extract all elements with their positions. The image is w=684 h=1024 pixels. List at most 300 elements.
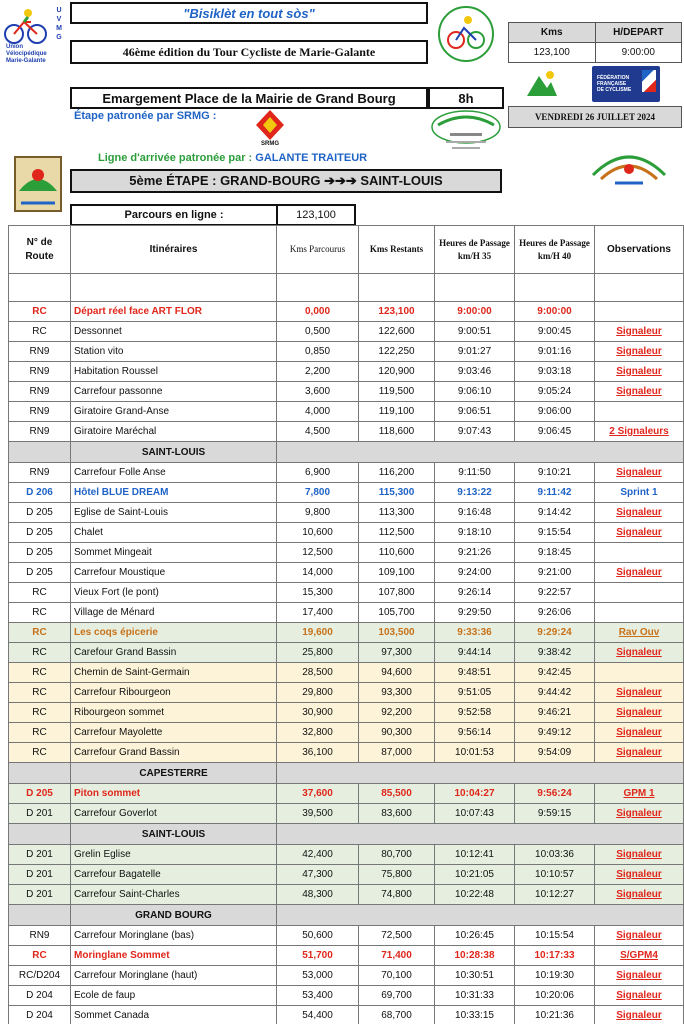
- kms-parcourus-cell: 12,500: [277, 543, 359, 563]
- kms-restants-cell: 69,700: [359, 986, 435, 1006]
- regional-logo: [8, 150, 68, 218]
- table-row: [9, 845, 684, 865]
- route-cell: D 206: [9, 483, 71, 503]
- passage-35-cell: 10:30:51: [435, 966, 515, 986]
- observation-cell: Signaleur: [595, 703, 684, 723]
- table-row: [9, 885, 684, 905]
- observation-cell: Signaleur: [595, 643, 684, 663]
- passage-40-cell: 9:44:42: [515, 683, 595, 703]
- passage-40-cell: 9:00:45: [515, 322, 595, 342]
- passage-40-cell: 9:10:21: [515, 463, 595, 483]
- passage-40-cell: 9:01:16: [515, 342, 595, 362]
- kms-parcourus-cell: 2,200: [277, 362, 359, 382]
- passage-40-cell: 9:22:57: [515, 583, 595, 603]
- kms-restants-cell: 92,200: [359, 703, 435, 723]
- section-name: SAINT-LOUIS: [71, 824, 277, 845]
- table-row: [9, 865, 684, 885]
- kms-restants-cell: 115,300: [359, 483, 435, 503]
- kms-restants-cell: 75,800: [359, 865, 435, 885]
- observation-cell: Rav Ouv: [595, 623, 684, 643]
- observation-cell: [595, 603, 684, 623]
- kms-restants-cell: 83,600: [359, 804, 435, 824]
- kms-restants-cell: 119,500: [359, 382, 435, 402]
- passage-40-cell: 9:11:42: [515, 483, 595, 503]
- itinerary-cell: Carrefour Mayolette: [71, 723, 277, 743]
- table-row: [9, 946, 684, 966]
- kms-restants-cell: 113,300: [359, 503, 435, 523]
- passage-35-cell: 9:03:46: [435, 362, 515, 382]
- kms-restants-cell: 80,700: [359, 845, 435, 865]
- itinerary-cell: Sommet Canada: [71, 1006, 277, 1024]
- kms-parcourus-cell: 25,800: [277, 643, 359, 663]
- spacer-cell: [71, 274, 277, 302]
- route-cell: D 205: [9, 784, 71, 804]
- itinerary-cell: Moringlane Sommet: [71, 946, 277, 966]
- table-row: [9, 784, 684, 804]
- route-cell: D 204: [9, 1006, 71, 1024]
- sponsor-line: Étape patronée par SRMG :: [74, 110, 217, 122]
- passage-35-cell: 9:29:50: [435, 603, 515, 623]
- itinerary-cell: Giratoire Maréchal: [71, 422, 277, 442]
- finish-line-label: Ligne d'arrivée patronée par :: [98, 152, 256, 164]
- observation-cell: [595, 663, 684, 683]
- kms-parcourus-cell: 37,600: [277, 784, 359, 804]
- passage-40-cell: 9:21:00: [515, 563, 595, 583]
- section-blank-cell: [277, 763, 684, 784]
- col-passage-40: Heures de Passage km/H 40: [515, 226, 595, 274]
- passage-40-cell: 10:15:54: [515, 926, 595, 946]
- srmg-logo: [248, 106, 292, 150]
- kms-parcourus-cell: 53,000: [277, 966, 359, 986]
- route-cell: RC: [9, 322, 71, 342]
- passage-35-cell: 10:01:53: [435, 743, 515, 763]
- cyclist-icon: [4, 6, 48, 46]
- route-cell: D 205: [9, 503, 71, 523]
- table-row: [9, 463, 684, 483]
- passage-35-cell: 9:00:51: [435, 322, 515, 342]
- uvmg-caption: Union Vélocipédique Marie-Galante: [6, 44, 47, 64]
- table-row: [9, 342, 684, 362]
- observation-cell: 2 Signaleurs: [595, 422, 684, 442]
- passage-35-cell: 10:31:33: [435, 986, 515, 1006]
- route-cell: D 201: [9, 885, 71, 905]
- kms-restants-cell: 120,900: [359, 362, 435, 382]
- route-cell: RC: [9, 583, 71, 603]
- passage-40-cell: 10:10:57: [515, 865, 595, 885]
- emargement-text: Emargement Place de la Mairie de Grand Bourg: [102, 90, 396, 106]
- stage-title-box: [70, 169, 502, 193]
- table-row: [9, 583, 684, 603]
- comite-logo: [434, 2, 498, 66]
- stage-title: 5ème ÉTAPE : GRAND-BOURG ➔➔➔ SAINT-LOUIS: [129, 173, 443, 188]
- kms-parcourus-cell: 7,800: [277, 483, 359, 503]
- section-blank-cell: [9, 763, 71, 784]
- edition-title: 46ème édition du Tour Cycliste de Marie-Galante: [122, 44, 376, 59]
- kms-parcourus-cell: 48,300: [277, 885, 359, 905]
- col-observations: Observations: [595, 226, 684, 274]
- section-blank-cell: [9, 824, 71, 845]
- route-cell: RC: [9, 703, 71, 723]
- route-cell: RC: [9, 302, 71, 322]
- kms-parcourus-cell: 50,600: [277, 926, 359, 946]
- kms-restants-cell: 103,500: [359, 623, 435, 643]
- itinerary-cell: Carrefour passonne: [71, 382, 277, 402]
- kms-restants-cell: 123,100: [359, 302, 435, 322]
- passage-40-cell: 9:26:06: [515, 603, 595, 623]
- passage-35-cell: 9:06:51: [435, 402, 515, 422]
- col-passage-35: Heures de Passage km/H 35: [435, 226, 515, 274]
- itinerary-cell: Carefour Grand Bassin: [71, 643, 277, 663]
- passage-35-cell: 9:18:10: [435, 523, 515, 543]
- route-cell: RN9: [9, 362, 71, 382]
- itinerary-cell: Dessonnet: [71, 322, 277, 342]
- kms-value: 123,100: [509, 43, 596, 63]
- observation-cell: Signaleur: [595, 563, 684, 583]
- passage-35-cell: 10:12:41: [435, 845, 515, 865]
- observation-cell: Signaleur: [595, 683, 684, 703]
- kms-parcourus-cell: 9,800: [277, 503, 359, 523]
- route-cell: RC/D204: [9, 966, 71, 986]
- table-row: [9, 483, 684, 503]
- section-blank-cell: [277, 442, 684, 463]
- galante-traiteur-logo: [426, 106, 506, 154]
- itinerary-cell: Habitation Roussel: [71, 362, 277, 382]
- route-cell: RC: [9, 723, 71, 743]
- slogan: "Bisiklèt en tout sòs": [183, 5, 315, 21]
- kms-parcourus-cell: 0,500: [277, 322, 359, 342]
- emargement-time: 8h: [458, 90, 474, 106]
- kms-parcourus-cell: 0,000: [277, 302, 359, 322]
- passage-40-cell: 10:20:06: [515, 986, 595, 1006]
- table-row: [9, 926, 684, 946]
- passage-40-cell: 9:06:00: [515, 402, 595, 422]
- section-blank-cell: [9, 442, 71, 463]
- passage-40-cell: 9:00:00: [515, 302, 595, 322]
- uvmg-logo: [4, 2, 66, 64]
- saint-louis-logo: [586, 134, 672, 198]
- section-name: GRAND BOURG: [71, 905, 277, 926]
- table-row: [9, 683, 684, 703]
- observation-cell: Signaleur: [595, 723, 684, 743]
- table-row: [9, 362, 684, 382]
- kms-parcourus-cell: 47,300: [277, 865, 359, 885]
- kms-parcourus-cell: 32,800: [277, 723, 359, 743]
- passage-40-cell: 10:03:36: [515, 845, 595, 865]
- regional-emblem-icon: [9, 151, 67, 217]
- table-row: [9, 543, 684, 563]
- ffc-text: FÉDÉRATION: [597, 75, 630, 81]
- table-row: [9, 422, 684, 442]
- col-kms-restants: Kms Restants: [359, 226, 435, 274]
- spacer-cell: [595, 274, 684, 302]
- depart-value: 9:00:00: [595, 43, 682, 63]
- kms-restants-cell: 105,700: [359, 603, 435, 623]
- route-cell: RN9: [9, 342, 71, 362]
- observation-cell: Signaleur: [595, 743, 684, 763]
- table-row: [9, 663, 684, 683]
- ffc-stripe-icon: [642, 70, 656, 92]
- passage-35-cell: 9:21:26: [435, 543, 515, 563]
- kms-parcourus-cell: 15,300: [277, 583, 359, 603]
- spacer-row: [9, 274, 684, 302]
- passage-35-cell: 9:26:14: [435, 583, 515, 603]
- commune-emblem-icon: [587, 135, 671, 197]
- passage-35-cell: 9:16:48: [435, 503, 515, 523]
- route-cell: D 204: [9, 986, 71, 1006]
- ffc-text: FRANÇAISE: [597, 81, 627, 87]
- observation-cell: [595, 402, 684, 422]
- passage-35-cell: 10:26:45: [435, 926, 515, 946]
- ffc-text: DE CYCLISME: [597, 87, 632, 93]
- itinerary-cell: Carrefour Bagatelle: [71, 865, 277, 885]
- route-cell: RC: [9, 946, 71, 966]
- stage-date: VENDREDI 26 JUILLET 2024: [534, 112, 656, 122]
- kms-restants-cell: 107,800: [359, 583, 435, 603]
- passage-40-cell: 9:06:45: [515, 422, 595, 442]
- itinerary-body: [9, 274, 684, 1024]
- spacer-cell: [435, 274, 515, 302]
- spacer-cell: [359, 274, 435, 302]
- passage-35-cell: 9:48:51: [435, 663, 515, 683]
- table-row: [9, 723, 684, 743]
- kms-restants-cell: 74,800: [359, 885, 435, 905]
- route-cell: RC: [9, 743, 71, 763]
- section-blank-cell: [277, 905, 684, 926]
- passage-35-cell: 9:56:14: [435, 723, 515, 743]
- kms-label: Kms: [509, 23, 596, 43]
- kms-restants-cell: 118,600: [359, 422, 435, 442]
- passage-40-cell: 9:42:45: [515, 663, 595, 683]
- kms-parcourus-cell: 4,000: [277, 402, 359, 422]
- section-row: [9, 763, 684, 784]
- itinerary-cell: Carrefour Folle Anse: [71, 463, 277, 483]
- itinerary-cell: Sommet Mingeait: [71, 543, 277, 563]
- passage-40-cell: 9:38:42: [515, 643, 595, 663]
- passage-40-cell: 9:56:24: [515, 784, 595, 804]
- kms-restants-cell: 122,600: [359, 322, 435, 342]
- parcours-label-box: [70, 204, 278, 226]
- passage-35-cell: 10:07:43: [435, 804, 515, 824]
- passage-35-cell: 9:06:10: [435, 382, 515, 402]
- kms-parcourus-cell: 10,600: [277, 523, 359, 543]
- kms-parcourus-cell: 0,850: [277, 342, 359, 362]
- route-cell: D 205: [9, 543, 71, 563]
- observation-cell: Signaleur: [595, 1006, 684, 1024]
- kms-parcourus-cell: 6,900: [277, 463, 359, 483]
- itinerary-cell: Grelin Eglise: [71, 845, 277, 865]
- spacer-cell: [515, 274, 595, 302]
- itinerary-cell: Hôtel BLUE DREAM: [71, 483, 277, 503]
- kms-parcourus-cell: 19,600: [277, 623, 359, 643]
- kms-parcourus-cell: 36,100: [277, 743, 359, 763]
- kms-restants-cell: 122,250: [359, 342, 435, 362]
- uvmg-letter: V: [56, 16, 62, 23]
- kms-parcourus-cell: 39,500: [277, 804, 359, 824]
- observation-cell: S/GPM4: [595, 946, 684, 966]
- kms-restants-cell: 112,500: [359, 523, 435, 543]
- observation-cell: [595, 583, 684, 603]
- col-itineraires: Itinéraires: [71, 226, 277, 274]
- passage-40-cell: 10:12:27: [515, 885, 595, 905]
- observation-cell: Sprint 1: [595, 483, 684, 503]
- passage-40-cell: 9:15:54: [515, 523, 595, 543]
- depart-label: H/DEPART: [595, 23, 682, 43]
- kms-parcourus-cell: 28,500: [277, 663, 359, 683]
- table-header: [9, 226, 684, 274]
- spacer-cell: [9, 274, 71, 302]
- itinerary-cell: Eglise de Saint-Louis: [71, 503, 277, 523]
- kms-restants-cell: 94,600: [359, 663, 435, 683]
- parcours-value-box: [276, 204, 356, 226]
- itinerary-cell: Station vito: [71, 342, 277, 362]
- itinerary-cell: Les coqs épicerie: [71, 623, 277, 643]
- date-box: [508, 106, 682, 128]
- itinerary-cell: Chemin de Saint-Germain: [71, 663, 277, 683]
- parcours-label: Parcours en ligne :: [124, 209, 224, 221]
- route-cell: D 201: [9, 865, 71, 885]
- kms-parcourus-cell: 30,900: [277, 703, 359, 723]
- itinerary-cell: Départ réel face ART FLOR: [71, 302, 277, 322]
- route-cell: RN9: [9, 382, 71, 402]
- itinerary-cell: Carrefour Ribourgeon: [71, 683, 277, 703]
- table-row: [9, 402, 684, 422]
- kms-restants-cell: 119,100: [359, 402, 435, 422]
- depart-table: [508, 22, 682, 63]
- observation-cell: Signaleur: [595, 342, 684, 362]
- passage-35-cell: 9:51:05: [435, 683, 515, 703]
- kms-parcourus-cell: 51,700: [277, 946, 359, 966]
- ffc-logo: [592, 66, 660, 102]
- comite-cyclist-icon: [436, 4, 496, 64]
- itinerary-cell: Giratoire Grand-Anse: [71, 402, 277, 422]
- passage-35-cell: 10:28:38: [435, 946, 515, 966]
- passage-35-cell: 9:01:27: [435, 342, 515, 362]
- table-row: [9, 804, 684, 824]
- table-row: [9, 643, 684, 663]
- observation-cell: Signaleur: [595, 966, 684, 986]
- kms-parcourus-cell: 54,400: [277, 1006, 359, 1024]
- table-row: [9, 1006, 684, 1024]
- passage-35-cell: 10:33:15: [435, 1006, 515, 1024]
- table-row: [9, 563, 684, 583]
- kms-restants-cell: 72,500: [359, 926, 435, 946]
- passage-35-cell: 10:04:27: [435, 784, 515, 804]
- observation-cell: Signaleur: [595, 362, 684, 382]
- col-kms-parcourus: Kms Parcourus: [277, 226, 359, 274]
- section-blank-cell: [277, 824, 684, 845]
- table-row: [9, 302, 684, 322]
- passage-35-cell: 9:44:14: [435, 643, 515, 663]
- passage-40-cell: 10:17:33: [515, 946, 595, 966]
- traiteur-badge-icon: [428, 107, 504, 153]
- uvmg-letter: G: [56, 34, 62, 41]
- route-cell: RN9: [9, 926, 71, 946]
- route-cell: RC: [9, 683, 71, 703]
- route-cell: D 205: [9, 523, 71, 543]
- passage-40-cell: 9:03:18: [515, 362, 595, 382]
- section-blank-cell: [9, 905, 71, 926]
- passage-40-cell: 9:49:12: [515, 723, 595, 743]
- route-cell: RN9: [9, 463, 71, 483]
- itinerary-cell: Ribourgeon sommet: [71, 703, 277, 723]
- passage-40-cell: 9:29:24: [515, 623, 595, 643]
- route-cell: RC: [9, 643, 71, 663]
- itinerary-cell: Chalet: [71, 523, 277, 543]
- observation-cell: [595, 543, 684, 563]
- section-name: CAPESTERRE: [71, 763, 277, 784]
- route-cell: RN9: [9, 402, 71, 422]
- passage-35-cell: 9:13:22: [435, 483, 515, 503]
- srmg-shield-icon: [255, 109, 285, 141]
- route-cell: D 201: [9, 804, 71, 824]
- kms-restants-cell: 116,200: [359, 463, 435, 483]
- itinerary-cell: Carrefour Saint-Charles: [71, 885, 277, 905]
- passage-35-cell: 10:21:05: [435, 865, 515, 885]
- passage-35-cell: 9:11:50: [435, 463, 515, 483]
- itinerary-cell: Carrefour Goverlot: [71, 804, 277, 824]
- uvmg-letter: M: [56, 25, 62, 32]
- route-cell: RN9: [9, 422, 71, 442]
- route-cell: RC: [9, 603, 71, 623]
- passage-40-cell: 10:21:36: [515, 1006, 595, 1024]
- observation-cell: Signaleur: [595, 986, 684, 1006]
- passage-35-cell: 9:33:36: [435, 623, 515, 643]
- table-row: [9, 503, 684, 523]
- passage-35-cell: 9:00:00: [435, 302, 515, 322]
- route-cell: D 201: [9, 845, 71, 865]
- table-row: [9, 382, 684, 402]
- passage-40-cell: 9:54:09: [515, 743, 595, 763]
- passage-40-cell: 9:59:15: [515, 804, 595, 824]
- observation-cell: Signaleur: [595, 845, 684, 865]
- table-row: [9, 322, 684, 342]
- kms-parcourus-cell: 42,400: [277, 845, 359, 865]
- mountain-icon: [525, 68, 559, 102]
- itinerary-cell: Carrefour Moringlane (haut): [71, 966, 277, 986]
- passage-35-cell: 9:52:58: [435, 703, 515, 723]
- route-cell: RC: [9, 623, 71, 643]
- observation-cell: Signaleur: [595, 382, 684, 402]
- observation-cell: Signaleur: [595, 804, 684, 824]
- section-row: [9, 442, 684, 463]
- parcours-value: 123,100: [296, 209, 336, 221]
- kms-restants-cell: 109,100: [359, 563, 435, 583]
- table-row: [9, 523, 684, 543]
- section-name: SAINT-LOUIS: [71, 442, 277, 463]
- kms-restants-cell: 85,500: [359, 784, 435, 804]
- kms-restants-cell: 97,300: [359, 643, 435, 663]
- kms-restants-cell: 93,300: [359, 683, 435, 703]
- section-row: [9, 824, 684, 845]
- kms-restants-cell: 68,700: [359, 1006, 435, 1024]
- passage-40-cell: 10:19:30: [515, 966, 595, 986]
- table-row: [9, 966, 684, 986]
- kms-restants-cell: 110,600: [359, 543, 435, 563]
- kms-restants-cell: 90,300: [359, 723, 435, 743]
- passage-40-cell: 9:46:21: [515, 703, 595, 723]
- observation-cell: Signaleur: [595, 885, 684, 905]
- passage-40-cell: 9:05:24: [515, 382, 595, 402]
- observation-cell: [595, 302, 684, 322]
- itinerary-table: [8, 225, 684, 1024]
- spacer-cell: [277, 274, 359, 302]
- finish-line-name: GALANTE TRAITEUR: [255, 152, 368, 164]
- department-logo: [524, 66, 560, 104]
- table-row: [9, 743, 684, 763]
- itinerary-cell: Village de Ménard: [71, 603, 277, 623]
- section-row: [9, 905, 684, 926]
- kms-parcourus-cell: 53,400: [277, 986, 359, 1006]
